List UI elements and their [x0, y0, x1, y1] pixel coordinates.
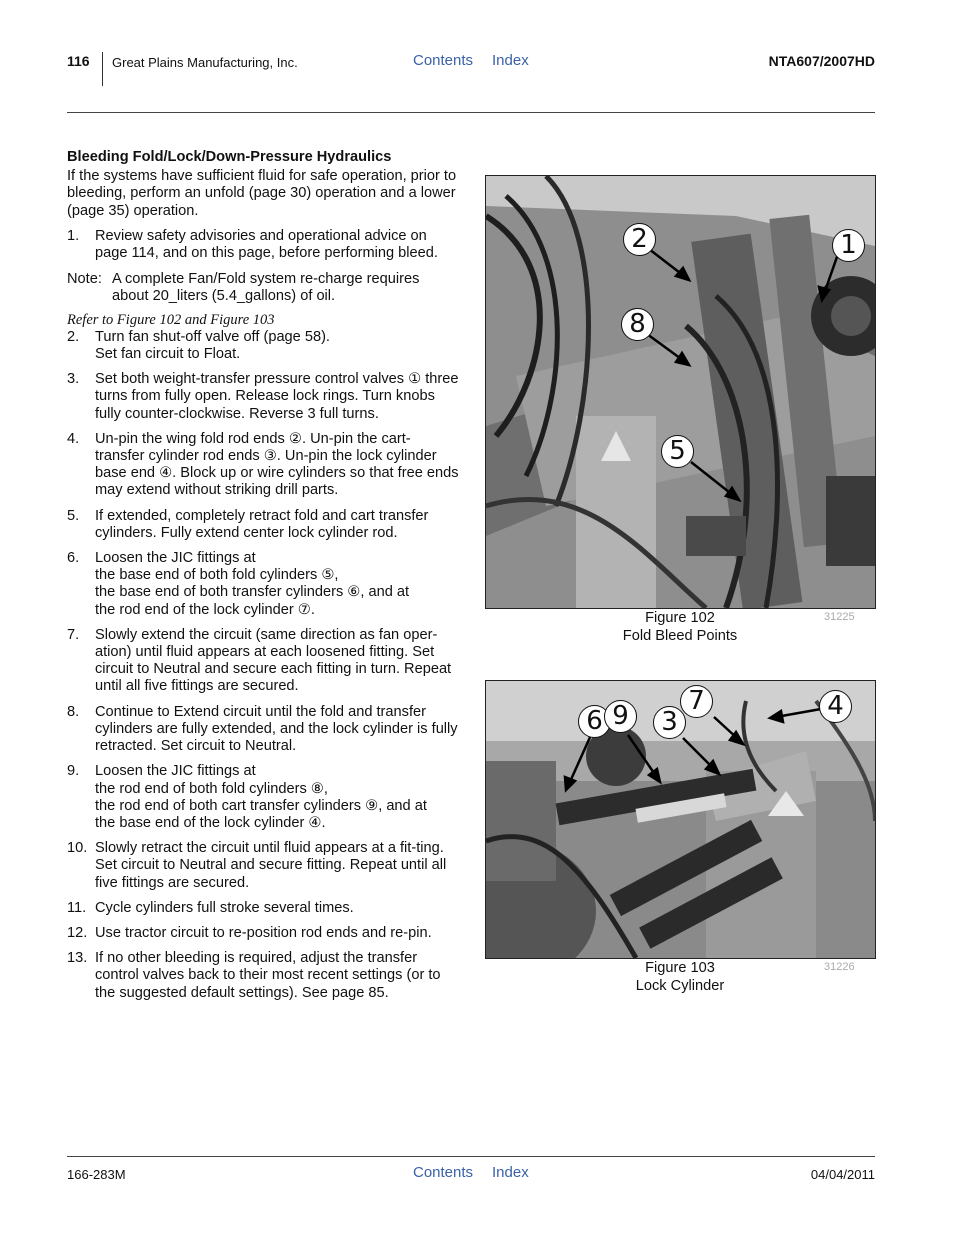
step-item	[67, 627, 459, 696]
step-number: 13.	[67, 950, 88, 967]
figure-reference: Refer to Figure 102 and Figure 103	[67, 311, 275, 328]
step-text: Use tractor circuit to re-position rod ends and re-pin.	[95, 924, 432, 941]
page-number: 116	[67, 53, 90, 69]
publication-date: 04/04/2011	[810, 1167, 875, 1182]
note-text: A complete Fan/Fold system re-charge requires about 20_liters (5.4_gallons) of oil.	[112, 271, 420, 305]
section-heading: Bleeding Fold/Lock/Down-Pressure Hydraulics	[67, 149, 392, 165]
step-number: 1.	[67, 227, 80, 244]
step-text: Slowly retract the circuit until fluid appears at a fit-ting. Set circuit to Neutral and secure fitting. Repeat until all five fittings are secured.	[95, 840, 447, 891]
footer-index-link[interactable]: Index	[492, 1164, 529, 1181]
callout-1: 1	[832, 229, 865, 262]
step-number: 8.	[67, 703, 80, 720]
step-text: Un-pin the wing fold rod ends ②. Un-pin the cart-transfer cylinder rod ends ③. Un-pin the lock cylinder base end ④. Block up or wire cylinders so that free ends may extend without striking drill parts.	[95, 430, 459, 499]
step-list	[67, 329, 459, 1002]
step-text: Cycle cylinders full stroke several times.	[95, 899, 354, 916]
note-label: Note:	[67, 271, 102, 288]
model-number: NTA607/2007HD	[768, 53, 875, 69]
fold-hydraulics-photo	[486, 176, 875, 608]
callout-5: 5	[661, 435, 694, 468]
header-contents-link[interactable]: Contents	[413, 52, 474, 69]
step-number: 2.	[67, 328, 80, 345]
figure-102-title: Fold Bleed Points	[622, 627, 738, 644]
step-number: 6.	[67, 550, 80, 567]
company-name: Great Plains Manufacturing, Inc.	[112, 55, 298, 70]
step-text: Turn fan shut-off valve off (page 58). Set fan circuit to Float.	[95, 328, 330, 363]
step-number: 7.	[67, 626, 80, 643]
step-text: Loosen the JIC fittings at the base end of both fold cylinders ⑤, the base end of both transfer cylinders ⑥, and at the rod end of the lock cylinder ⑦.	[95, 550, 410, 618]
figure-103-number: Figure 103	[645, 960, 715, 976]
callout-7: 7	[680, 685, 713, 718]
callout-9: 9	[604, 700, 637, 733]
step-number: 5.	[67, 507, 80, 524]
step-text: Slowly extend the circuit (same direction as fan oper-ation) until fluid appears at each loosened fitting. Set circuit to Neutral and secure each fitting in turn. Repeat until all five fittings are secured.	[95, 626, 452, 695]
figure-102-caption	[580, 610, 780, 645]
step-number: 12.	[67, 924, 88, 941]
figure-103-photo-id: 31226	[824, 961, 855, 973]
figure-102-photo-id: 31225	[824, 611, 855, 623]
intro-paragraph: If the systems have sufficient fluid for safe operation, prior to bleeding, perform an unfold (page 30) operation and a lower (page 35) operation.	[67, 168, 457, 219]
step-item	[67, 431, 459, 500]
step-number: 11.	[67, 899, 87, 916]
step-item	[67, 228, 459, 262]
step-number: 10.	[67, 840, 88, 857]
figure-102-number: Figure 102	[645, 610, 715, 626]
figure-103-caption	[580, 960, 780, 995]
step-item	[67, 900, 459, 917]
step-text: Review safety advisories and operational advice on page 114, and on this page, before performing bleed.	[95, 227, 438, 262]
step-text: If extended, completely retract fold and cart transfer cylinders. Fully extend center lock cylinder rod.	[95, 507, 429, 541]
step-text: Loosen the JIC fittings at the rod end of both fold cylinders ⑧, the rod end of both cart transfer cylinders ⑨, and at the base end of the lock cylinder ④.	[95, 763, 427, 831]
step-item	[67, 550, 459, 619]
step-item	[67, 925, 459, 942]
step-text: Set both weight-transfer pressure control valves ① three turns from fully open. Release lock rings. Turn knobs fully counter-clockwise. Reverse 3 full turns.	[95, 371, 459, 422]
figure-102-photo	[485, 175, 876, 609]
header-divider	[102, 52, 103, 86]
step-item	[67, 763, 459, 832]
header-rule	[67, 112, 875, 113]
step-number: 3.	[67, 371, 80, 388]
figure-103-photo	[485, 680, 876, 959]
instruction-column	[67, 149, 459, 1002]
step-item	[67, 950, 459, 1002]
step-item	[67, 840, 459, 892]
callout-2: 2	[623, 223, 656, 256]
header-index-link[interactable]: Index	[492, 52, 529, 69]
callout-3: 3	[653, 706, 686, 739]
step-number: 9.	[67, 763, 80, 780]
step-item	[67, 508, 459, 542]
footer-contents-link[interactable]: Contents	[413, 1164, 474, 1181]
step-text: If no other bleeding is required, adjust the transfer control valves back to their most recent settings (or to the suggested default settings). See page 85.	[95, 950, 441, 1001]
callout-4: 4	[819, 690, 852, 723]
step-item	[67, 704, 459, 756]
figure-103-title: Lock Cylinder	[635, 977, 725, 994]
step-item	[67, 329, 459, 363]
document-number: 166-283M	[67, 1167, 126, 1182]
callout-6: 6	[578, 705, 611, 738]
step-text: Continue to Extend circuit until the fold and transfer cylinders are fully extended, and the lock cylinder is fully retracted. Set circuit to Neutral.	[95, 703, 458, 755]
step-item	[67, 371, 459, 423]
step-number: 4.	[67, 430, 80, 447]
callout-8: 8	[621, 308, 654, 341]
footer-rule	[67, 1156, 875, 1157]
note	[67, 271, 459, 305]
